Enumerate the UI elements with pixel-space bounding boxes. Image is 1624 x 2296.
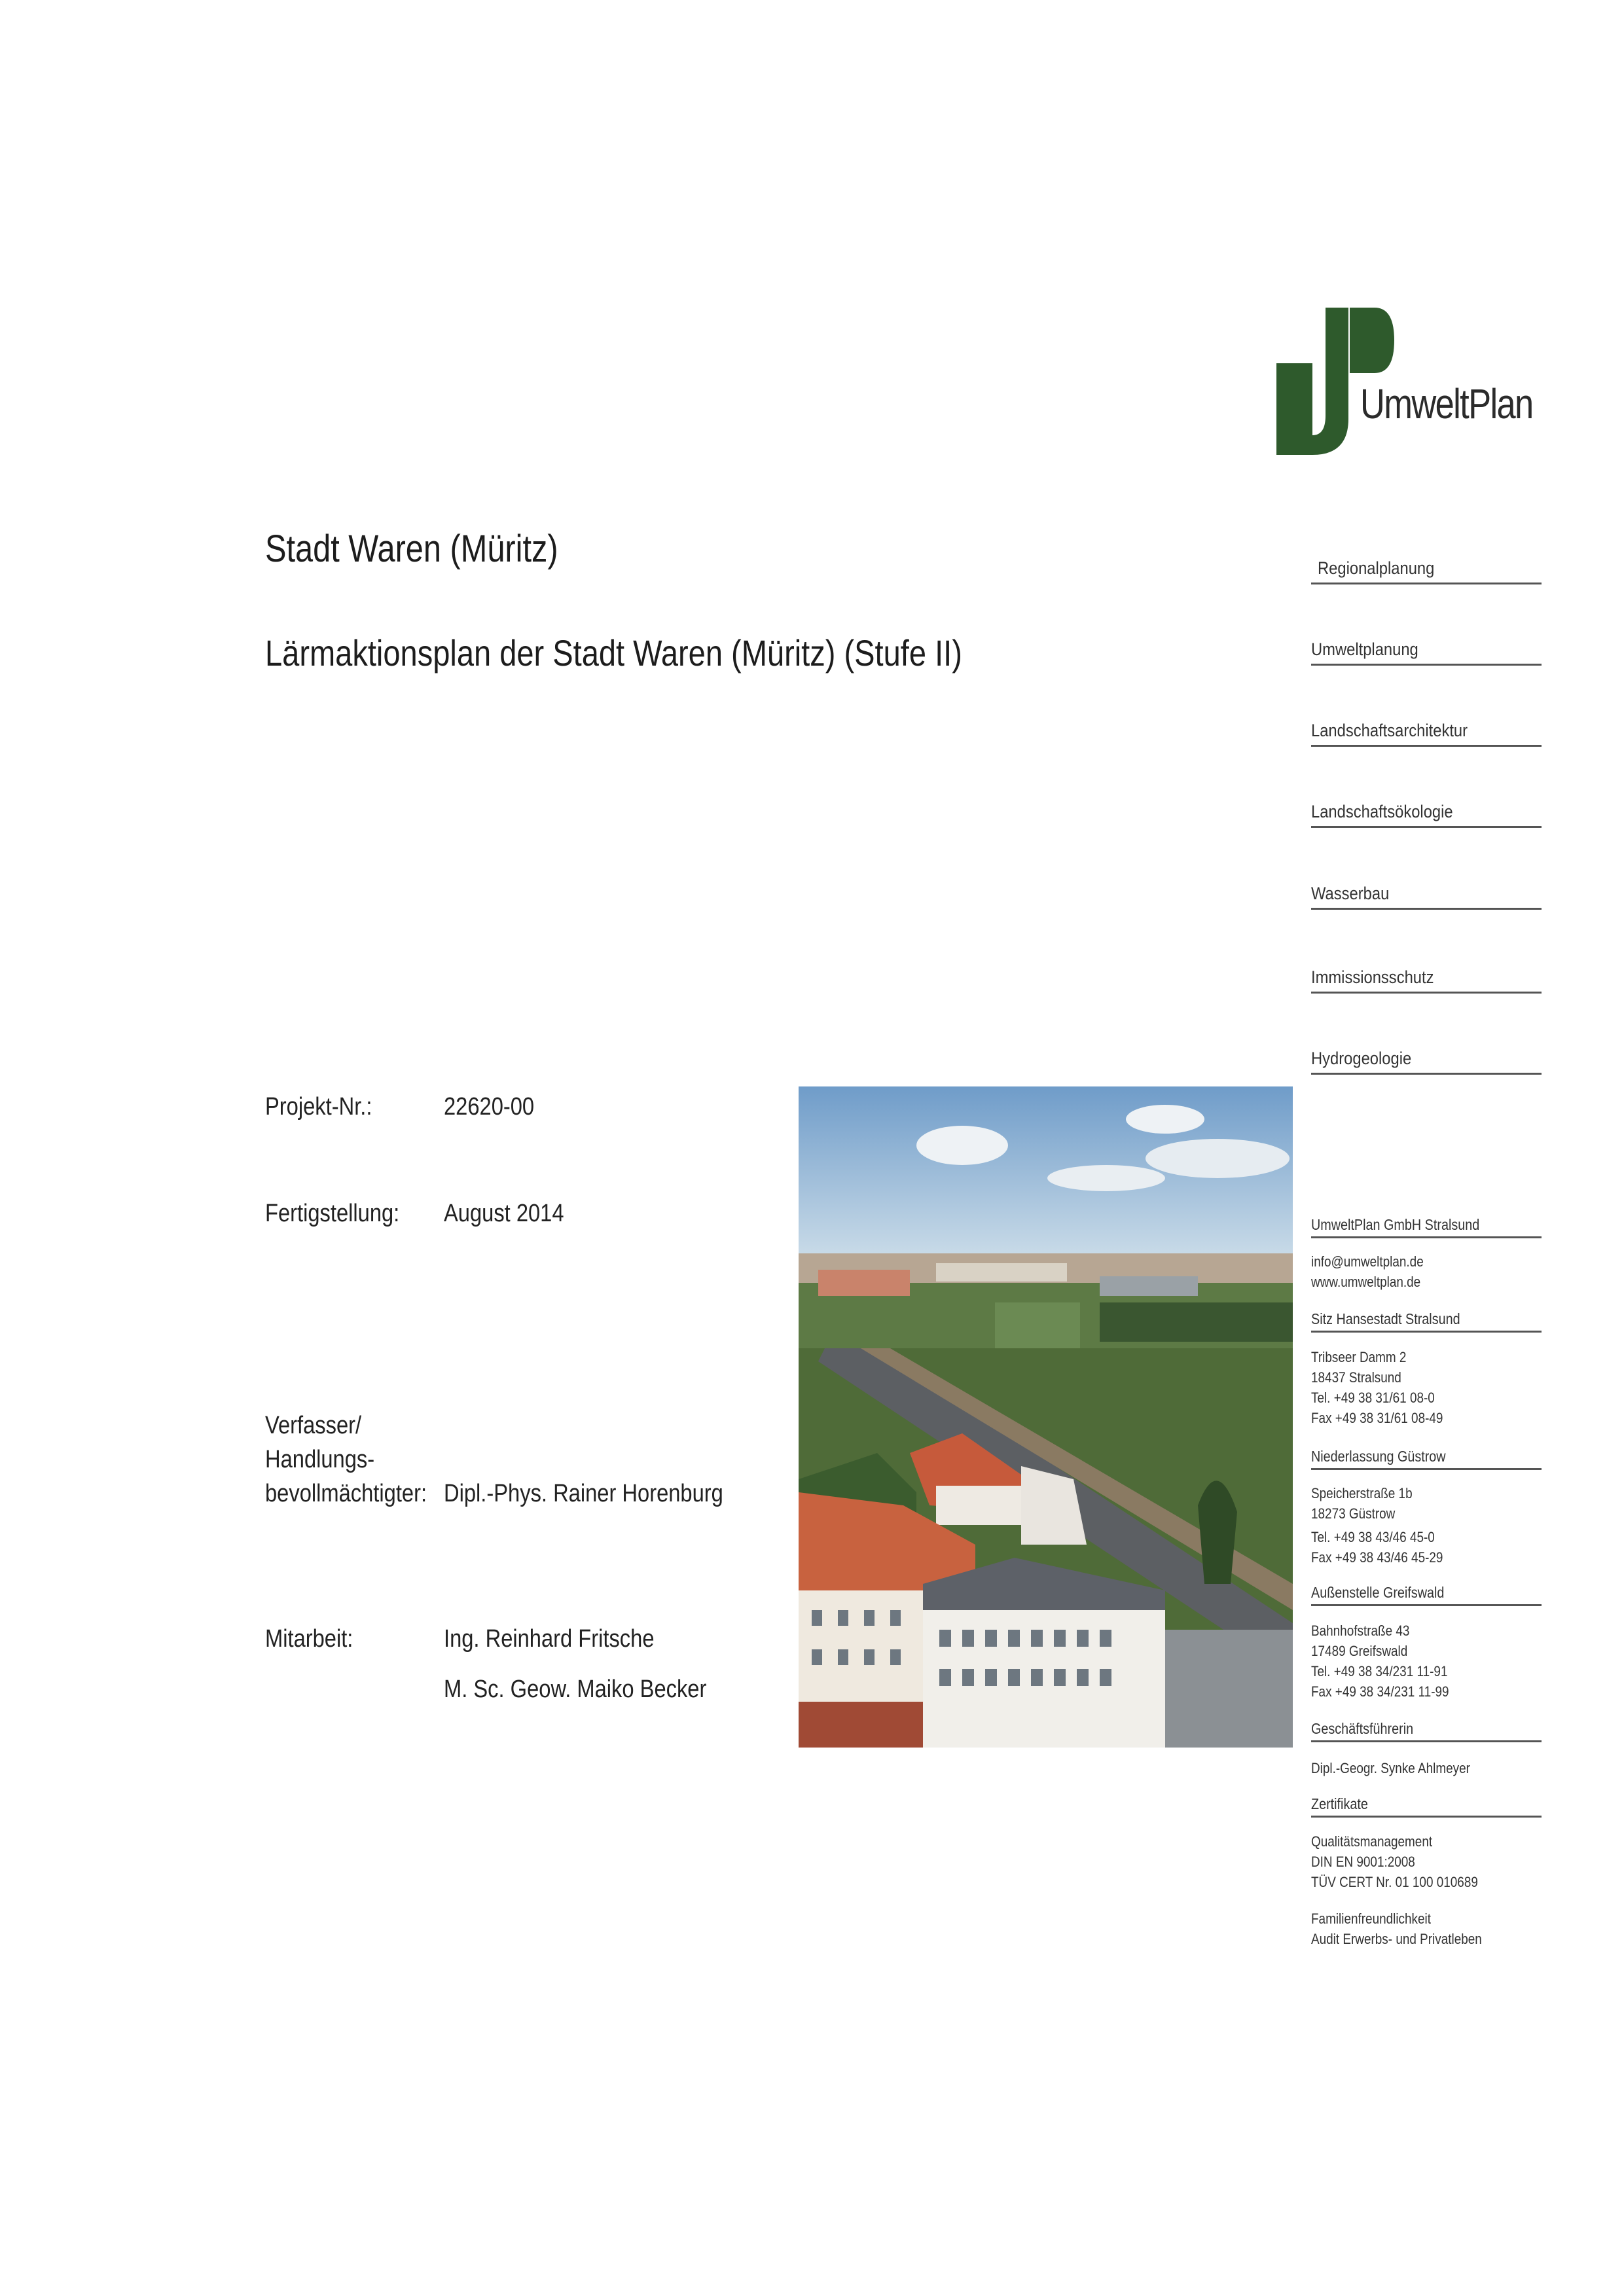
contact-seat-heading: Sitz Hansestadt Stralsund: [1311, 1310, 1542, 1333]
contact-ceo-heading: Geschäftsführerin: [1311, 1720, 1542, 1742]
contact-seat-tel: Tel. +49 38 31/61 08-0: [1311, 1390, 1435, 1406]
contact-office-heading: Außenstelle Greifswald: [1311, 1584, 1542, 1606]
contact-office-street: Bahnhofstraße 43: [1311, 1623, 1410, 1639]
project-value: 22620-00: [444, 1093, 535, 1121]
staff-member-1: Ing. Reinhard Fritsche: [444, 1625, 655, 1653]
service-landschaftsarchitektur: Landschaftsarchitektur: [1311, 721, 1542, 747]
contact-branch-street: Speicherstraße 1b: [1311, 1485, 1413, 1501]
author-label-line1: Verfasser/: [265, 1412, 362, 1439]
document-subtitle: Lärmaktionsplan der Stadt Waren (Müritz) (Stufe II): [265, 632, 962, 673]
town-aerial-photo: [799, 1086, 1293, 1748]
contact-office-fax: Fax +49 38 34/231 11-99: [1311, 1683, 1449, 1700]
contact-ceo-name: Dipl.-Geogr. Synke Ahlmeyer: [1311, 1760, 1470, 1776]
author-label-line2: Handlungs-: [265, 1446, 375, 1473]
cert-line-4: Familienfreundlichkeit: [1311, 1910, 1431, 1927]
contact-branch-city: 18273 Güstrow: [1311, 1505, 1396, 1522]
document-title: Stadt Waren (Müritz): [265, 528, 558, 570]
service-immissionsschutz: Immissionsschutz: [1311, 967, 1542, 994]
project-label: Projekt-Nr.:: [265, 1093, 372, 1121]
author-value: Dipl.-Phys. Rainer Horenburg: [444, 1480, 723, 1507]
completion-value: August 2014: [444, 1200, 564, 1227]
contact-company: UmweltPlan GmbH Stralsund: [1311, 1216, 1542, 1238]
contact-cert-heading: Zertifikate: [1311, 1795, 1542, 1818]
service-wasserbau: Wasserbau: [1311, 884, 1542, 910]
cert-line-5: Audit Erwerbs- und Privatleben: [1311, 1931, 1482, 1947]
service-regionalplanung: Regionalplanung: [1311, 558, 1542, 584]
service-hydrogeologie: Hydrogeologie: [1311, 1049, 1542, 1075]
contact-seat-fax: Fax +49 38 31/61 08-49: [1311, 1410, 1443, 1426]
service-landschaftsoekologie: Landschaftsökologie: [1311, 802, 1542, 828]
contact-branch-heading: Niederlassung Güstrow: [1311, 1448, 1542, 1470]
contact-branch-fax: Fax +49 38 43/46 45-29: [1311, 1549, 1443, 1566]
contact-web[interactable]: www.umweltplan.de: [1311, 1274, 1421, 1290]
completion-label: Fertigstellung:: [265, 1200, 400, 1227]
contact-seat-city: 18437 Stralsund: [1311, 1369, 1401, 1386]
cert-line-1: Qualitätsmanagement: [1311, 1833, 1433, 1850]
author-label-line3: bevollmächtigter:: [265, 1480, 427, 1507]
contact-email[interactable]: info@umweltplan.de: [1311, 1253, 1424, 1270]
cert-line-3: TÜV CERT Nr. 01 100 010689: [1311, 1874, 1478, 1890]
contact-branch-tel: Tel. +49 38 43/46 45-0: [1311, 1529, 1435, 1545]
contact-office-city: 17489 Greifswald: [1311, 1643, 1408, 1659]
logo-wordmark: UmweltPlan: [1360, 380, 1533, 427]
contact-seat-street: Tribseer Damm 2: [1311, 1349, 1407, 1365]
staff-member-2: M. Sc. Geow. Maiko Becker: [444, 1676, 707, 1703]
service-umweltplanung: Umweltplanung: [1311, 639, 1542, 666]
cert-line-2: DIN EN 9001:2008: [1311, 1854, 1415, 1870]
staff-label: Mitarbeit:: [265, 1625, 353, 1653]
contact-office-tel: Tel. +49 38 34/231 11-91: [1311, 1663, 1448, 1679]
